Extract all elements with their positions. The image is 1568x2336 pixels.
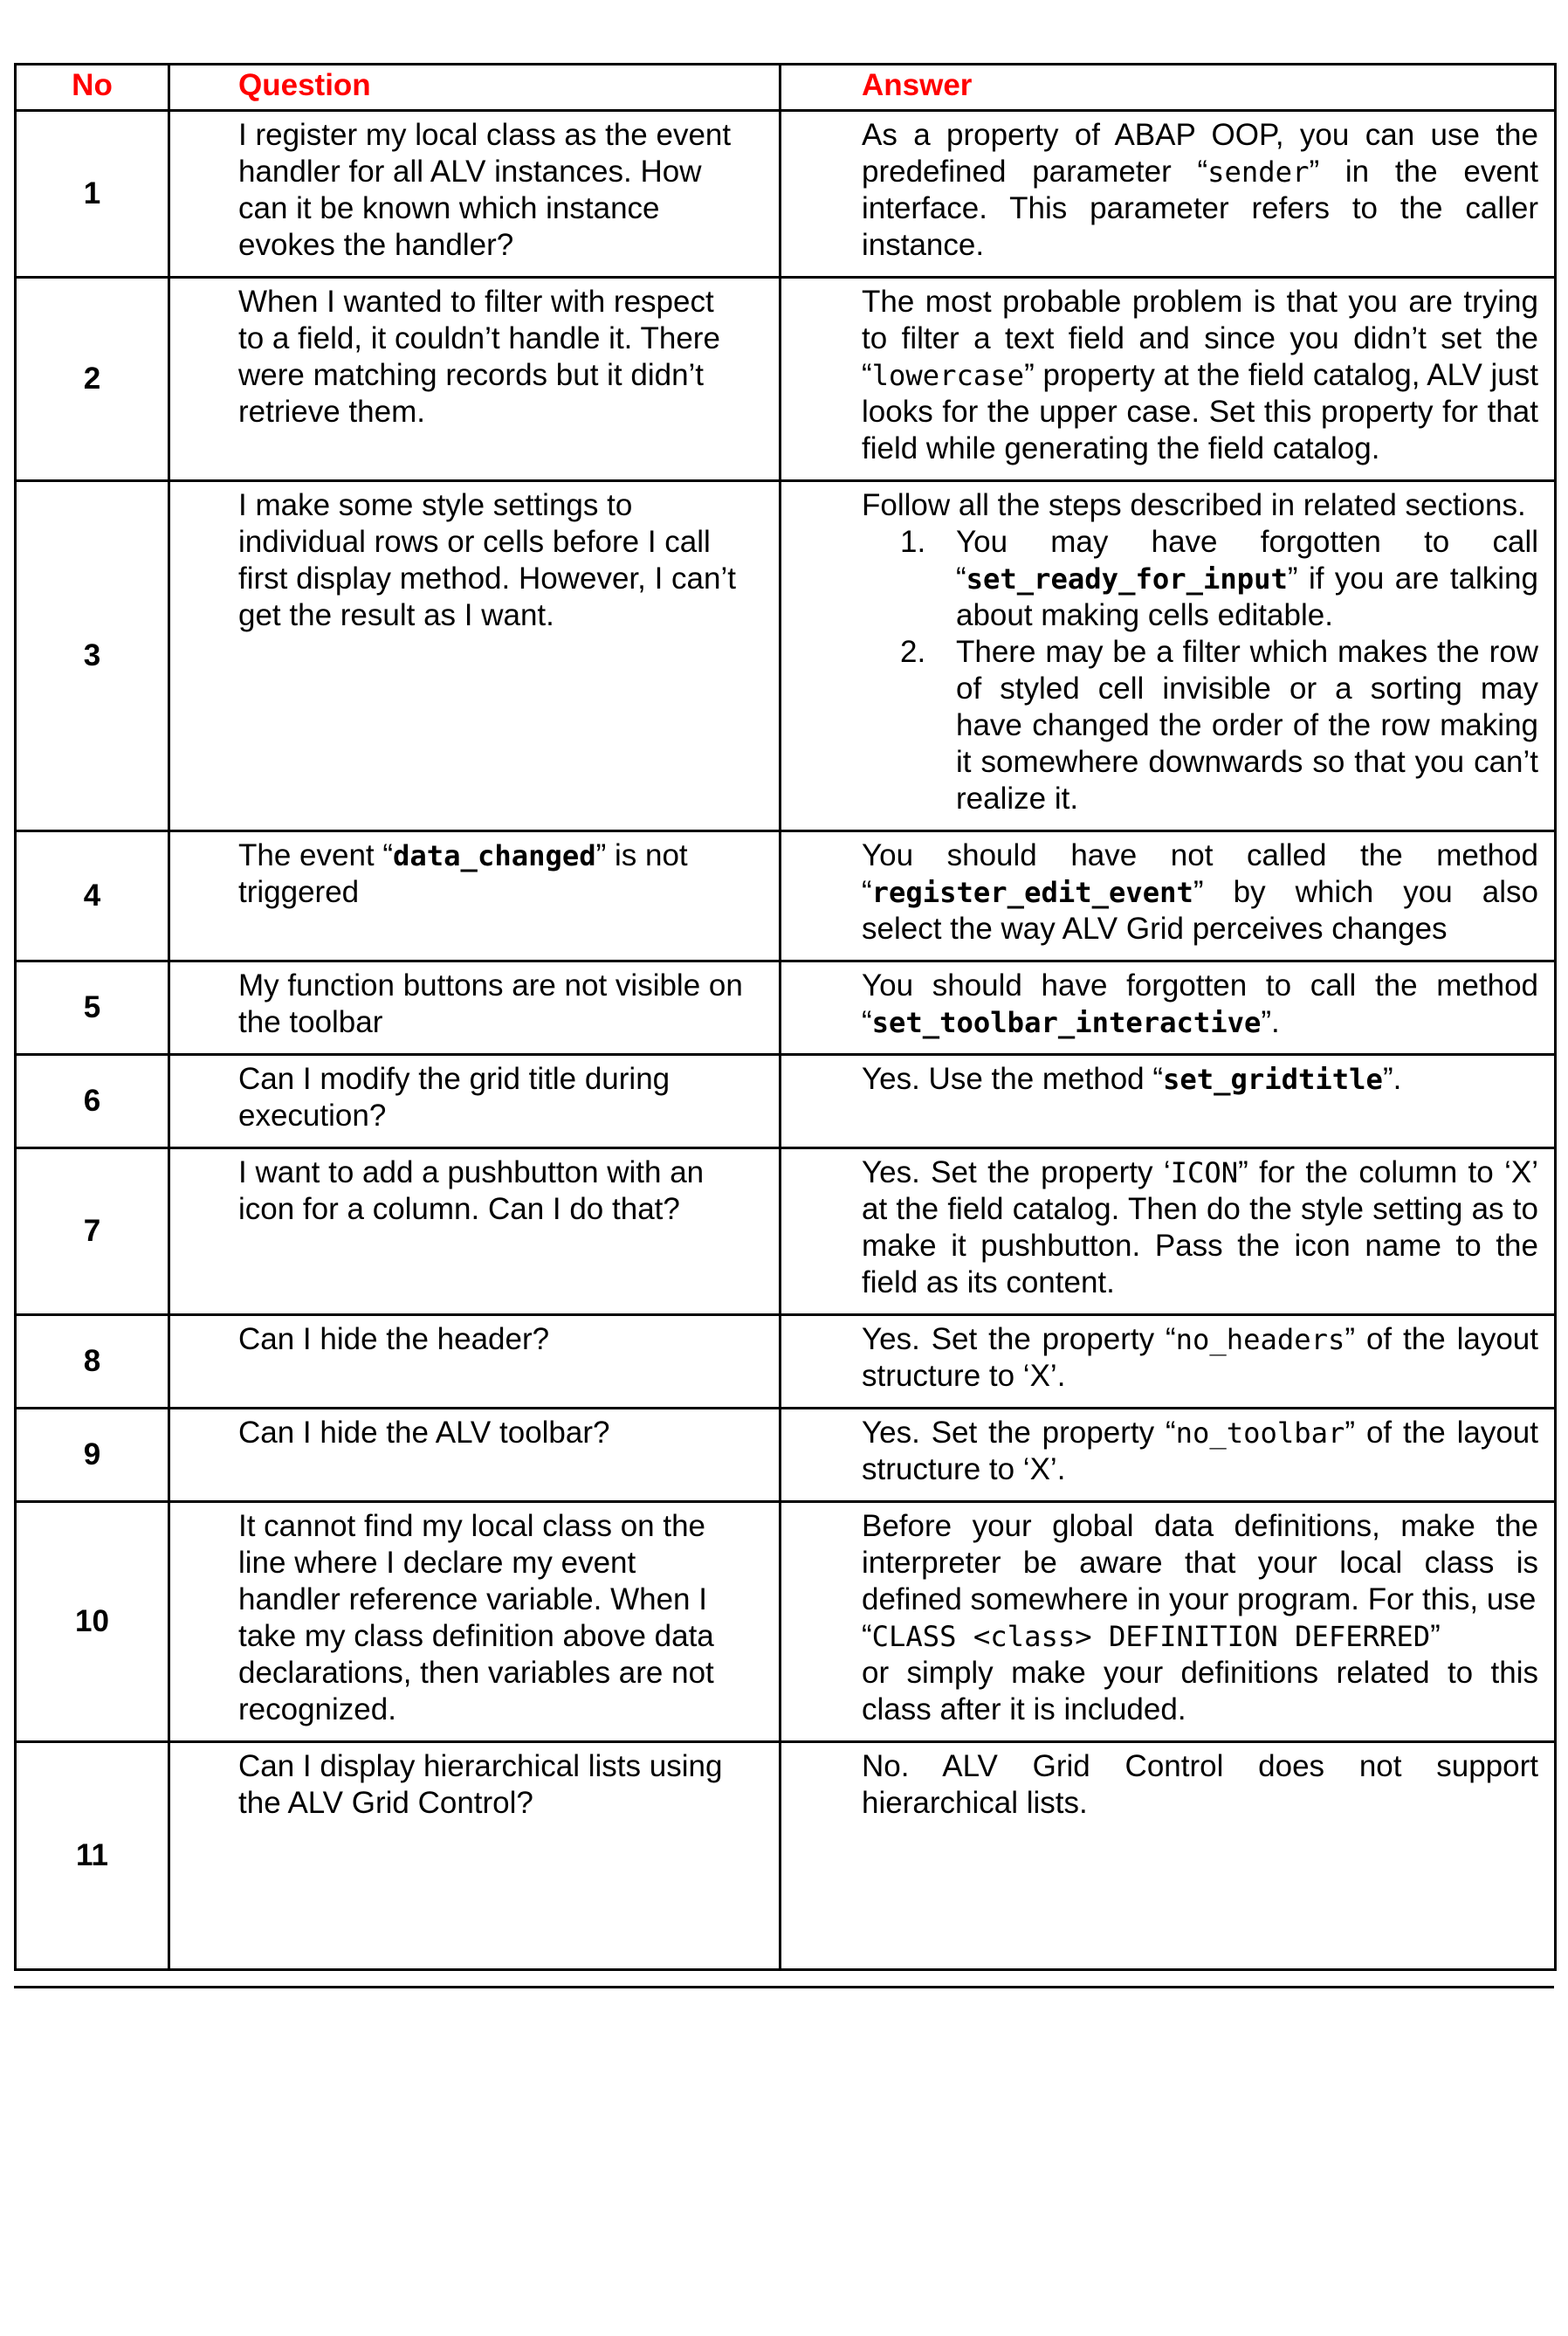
code-term: set_gridtitle [1163, 1063, 1383, 1096]
text-run: I want to add a pushbutton with an icon for a column. Can I do that? [238, 1155, 705, 1226]
table-row [16, 1148, 1556, 1315]
text-run: Follow all the steps described in related sections. [862, 488, 1526, 522]
col-header-answer: Answer [781, 65, 1556, 111]
text-run: My function buttons are not visible on the toolbar [238, 968, 743, 1039]
text-run: “ [862, 1619, 872, 1653]
row-number: 2 [16, 278, 169, 481]
text-block [238, 1508, 744, 1728]
list-item [862, 634, 1538, 817]
code-term: set_ready_for_input [966, 562, 1288, 596]
text-run: When I wanted to filter with respect to a field, it couldn’t handle it. There were matching records but it didn’t retrieve them. [238, 285, 720, 429]
code-term: sender [1207, 155, 1310, 189]
text-run: ” is not triggered [238, 838, 688, 909]
answer-cell [781, 1148, 1556, 1315]
table-continuation-line [14, 1986, 1554, 1988]
code-term: no_headers [1175, 1323, 1345, 1356]
table-row [16, 481, 1556, 831]
question-cell [169, 1055, 781, 1148]
row-number: 3 [16, 481, 169, 831]
faq-table-body [16, 111, 1556, 1970]
table-row [16, 1409, 1556, 1502]
row-number: 11 [16, 1742, 169, 1970]
text-run: You may have forgotten to call “ [956, 525, 1538, 596]
text-block [862, 1154, 1538, 1301]
table-row [16, 111, 1556, 278]
table-row [16, 1742, 1556, 1970]
text-run: No. ALV Grid Control does not support hierarchical lists. [862, 1749, 1538, 1820]
text-run: ” by which you also select the way ALV Grid perceives changes [862, 875, 1538, 946]
text-block [238, 1154, 744, 1228]
row-number: 6 [16, 1055, 169, 1148]
answer-cell [781, 111, 1556, 278]
text-run: Can I hide the header? [238, 1322, 550, 1356]
text-block [238, 284, 744, 431]
text-block [238, 837, 744, 911]
code-term: register_edit_event [871, 876, 1193, 909]
text-block [862, 1508, 1538, 1728]
answer-cell [781, 1502, 1556, 1742]
text-run: ”. [1382, 1062, 1402, 1096]
text-block [238, 117, 744, 264]
text-run: ” in the event interface. This parameter refers to the caller instance. [862, 155, 1538, 262]
answer-cell [781, 961, 1556, 1055]
code-term: no_toolbar [1175, 1416, 1345, 1450]
text-block [238, 487, 744, 634]
text-run: ”. [1261, 1005, 1280, 1039]
text-run: ” of the layout structure to ‘X’. [862, 1322, 1538, 1393]
text-run: The event “ [238, 838, 394, 872]
text-block [862, 837, 1538, 947]
code-term: data_changed [393, 839, 596, 872]
text-run: Yes. Set the property “ [862, 1322, 1176, 1356]
answer-cell [781, 1409, 1556, 1502]
table-row [16, 961, 1556, 1055]
answer-cell [781, 1742, 1556, 1970]
question-cell [169, 961, 781, 1055]
table-row [16, 1315, 1556, 1409]
col-header-question: Question [169, 65, 781, 111]
text-run: or simply make your definitions related to this class after it is included. [862, 1656, 1538, 1726]
text-run: There may be a filter which makes the row of styled cell invisible or a sorting may have changed the order of the row making it somewhere downwards so that you can’t realize it. [956, 635, 1538, 816]
text-block [238, 1061, 744, 1134]
text-run: As a property of ABAP OOP, you can use the predefined parameter “ [862, 118, 1538, 189]
row-number: 5 [16, 961, 169, 1055]
row-number: 8 [16, 1315, 169, 1409]
text-block [238, 968, 744, 1041]
code-term: set_toolbar_interactive [871, 1006, 1262, 1039]
answer-cell [781, 481, 1556, 831]
question-cell [169, 481, 781, 831]
text-run: The most probable problem is that you are trying to filter a text field and since you didn’t set the “ [862, 285, 1538, 392]
row-number: 10 [16, 1502, 169, 1742]
question-cell [169, 1502, 781, 1742]
answer-cell [781, 1315, 1556, 1409]
text-run: It cannot find my local class on the line where I declare my event handler reference variable. When I take my class definition above data declarations, then variables are not recognized. [238, 1509, 714, 1726]
list-number: 2. [900, 635, 926, 669]
table-row [16, 1502, 1556, 1742]
text-block [862, 1061, 1538, 1098]
code-term: lowercase [871, 359, 1025, 392]
text-run: I make some style settings to individual rows or cells before I call first display method. However, I can’t get the result as I want. [238, 488, 736, 632]
text-block [238, 1748, 744, 1822]
text-run: Yes. Set the property ‘ [862, 1155, 1171, 1189]
text-block [238, 1415, 744, 1451]
text-block [862, 117, 1538, 264]
text-block [862, 1321, 1538, 1395]
text-run: Can I hide the ALV toolbar? [238, 1416, 610, 1450]
text-run: ” for the column to ‘X’ at the field catalog. Then do the style setting as to make it pushbutton. Pass the icon name to the field as its content. [862, 1155, 1538, 1299]
question-cell [169, 1409, 781, 1502]
text-run: Yes. Set the property “ [862, 1416, 1176, 1450]
row-number: 1 [16, 111, 169, 278]
col-header-no: No [16, 65, 169, 111]
question-cell [169, 111, 781, 278]
table-row [16, 831, 1556, 961]
list-number: 1. [900, 525, 926, 559]
table-row [16, 1055, 1556, 1148]
faq-table [14, 63, 1557, 1971]
text-run: ” if you are talking about making cells editable. [956, 562, 1538, 632]
row-number: 4 [16, 831, 169, 961]
text-block [862, 1415, 1538, 1488]
text-run: Before your global data definitions, make the interpreter be aware that your local class is defined somewhere in your program. For this, use [862, 1509, 1538, 1616]
question-cell [169, 1148, 781, 1315]
faq-table-header [16, 65, 1556, 111]
text-run: You should have forgotten to call the method “ [862, 968, 1538, 1039]
text-block [238, 1321, 744, 1358]
text-block [862, 1748, 1538, 1822]
answer-cell [781, 1055, 1556, 1148]
text-run: You should have not called the method “ [862, 838, 1538, 909]
question-cell [169, 278, 781, 481]
table-row [16, 278, 1556, 481]
answer-cell [781, 278, 1556, 481]
question-cell [169, 831, 781, 961]
code-term: CLASS <class> DEFINITION DEFERRED [871, 1620, 1431, 1653]
question-cell [169, 1315, 781, 1409]
header-row [16, 65, 1556, 111]
list-item [862, 524, 1538, 634]
text-block [862, 968, 1538, 1041]
text-run: Yes. Use the method “ [862, 1062, 1164, 1096]
text-block [862, 284, 1538, 467]
text-run: ” of the layout structure to ‘X’. [862, 1416, 1538, 1486]
row-number: 9 [16, 1409, 169, 1502]
text-run: Can I display hierarchical lists using the ALV Grid Control? [238, 1749, 723, 1820]
text-run: ” property at the field catalog, ALV just looks for the upper case. Set this property for that field while generating the field catalog. [862, 358, 1538, 465]
question-cell [169, 1742, 781, 1970]
text-run: Can I modify the grid title during execution? [238, 1062, 671, 1133]
text-run: ” [1430, 1619, 1441, 1653]
text-block [862, 487, 1538, 524]
text-run: I register my local class as the event handler for all ALV instances. How can it be known which instance evokes the handler? [238, 118, 732, 262]
code-term: ICON [1170, 1156, 1239, 1189]
row-number: 7 [16, 1148, 169, 1315]
answer-cell [781, 831, 1556, 961]
